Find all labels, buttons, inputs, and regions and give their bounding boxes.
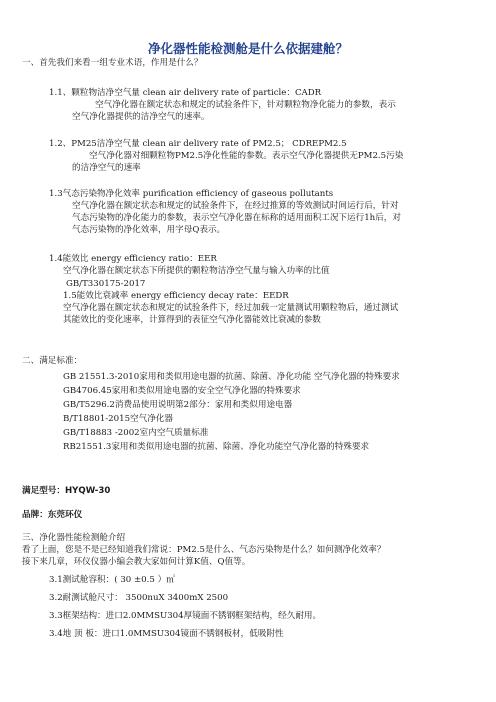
standard-item: B/T18801-2015空气净化器: [63, 414, 174, 424]
standard-item: GB/T18883 -2002室内空气质量标准: [63, 428, 209, 438]
section-1-heading: 一、首先我们来看一组专业术语，作用是什么？: [22, 58, 203, 68]
term-1-3-heading: 1.3气态污染物净化效率 purification efficiency of gaseous pollutants: [49, 189, 334, 199]
term-1-1-heading: 1.1、颗粒物洁净空气量 clean air delivery rate of particle：CADR: [49, 88, 322, 98]
term-1-5-heading: 1.5能效比衰减率 energy efficiency decay rate：EEDR: [63, 291, 289, 301]
document-title: 净化器性能检测舱是什么依据建舱？: [147, 41, 348, 56]
term-1-4-desc-line: 空气净化器在额定状态下所提供的颗粒物洁净空气量与输入功率的比值: [63, 266, 330, 276]
term-1-3-desc-line: 空气净化器在额定状态和规定的试验条件下，在经过推算的等效测试时间运行后，针对: [72, 201, 399, 211]
spec-item: 3.3框架结构：进口2.0MMSU304厚镜面不锈钢框架结构，经久耐用。: [49, 611, 322, 621]
term-1-4-standard: GB/T330175-2017: [66, 279, 146, 289]
spec-item: 3.4地 顶 板：进口1.0MMSU304镜面不锈钢板材，低吸附性: [49, 629, 284, 639]
standard-item: GB 21551.3-2010家用和类似用途电器的抗菌、除菌、净化功能 空气净化器的特殊要求: [63, 372, 400, 382]
spec-item: 3.1测试舱容积：( 30 ±0.5 ）㎥: [49, 575, 175, 585]
term-1-2-desc-line: 空气净化器对细颗粒物PM2.5净化性能的参数。表示空气净化器提供无PM2.5污染: [89, 151, 404, 161]
spec-item: 3.2耐测试舱尺寸： 3500nuX 3400mX 2500: [49, 593, 229, 603]
standard-item: GB4706.45家用和类似用途电器的安全空气净化器的特殊要求: [63, 386, 301, 396]
intro-line: 接下来几章，环仪仪器小编会教大家如何计算K值、Q值等。: [22, 557, 251, 567]
term-1-3-desc-line: 气态污染物的净化能力的参数，表示空气净化器在标称的适用面积工况下运行1h后，对: [72, 213, 401, 223]
intro-line: 看了上面，您是不是已经知道我们常说：PM2.5是什么、气态污染物是什么？如何测净化效率？: [22, 545, 386, 555]
model-line: 满足型号：HYQW-30: [22, 486, 111, 496]
brand-line: 品牌：东莞环仪: [22, 510, 83, 520]
term-1-5-desc-line: 空气净化器在额定状态和规定的试验条件下，经过加载一定量测试用颗粒物后，通过测试: [63, 303, 399, 313]
section-2-heading: 二、满足标准：: [22, 356, 83, 366]
term-1-3-desc-line: 气态污染物的净化效率，用字母Q表示。: [72, 225, 226, 235]
term-1-1-desc-line: 空气净化器在额定状态和规定的试验条件下，针对颗粒物净化能力的参数，表示: [95, 100, 396, 110]
section-3-heading: 三、净化器性能检测舱介绍: [22, 533, 126, 543]
term-1-2-heading: 1.2、PM25洁净空气量 clean air delivery rate of PM2.5； CDREPM2.5: [49, 139, 347, 149]
term-1-1-desc-line: 空气净化器提供的洁净空气的速率。: [72, 112, 210, 122]
term-1-5-desc-line: 其能效比的变化速率，计算得到的表征空气净化器能效比衰减的参数: [63, 315, 321, 325]
standard-item: RB21551.3家用和类似用途电器的抗菌、除菌、净化功能空气净化器的特殊要求: [63, 442, 370, 452]
term-1-4-heading: 1.4能效比 energy efficiency ratio：EER: [49, 254, 217, 264]
term-1-2-desc-line: 的洁净空气的速率: [72, 163, 141, 173]
standard-item: GB/T5296.2消费品使用说明第2部分：家用和类似用途电器: [63, 400, 293, 410]
